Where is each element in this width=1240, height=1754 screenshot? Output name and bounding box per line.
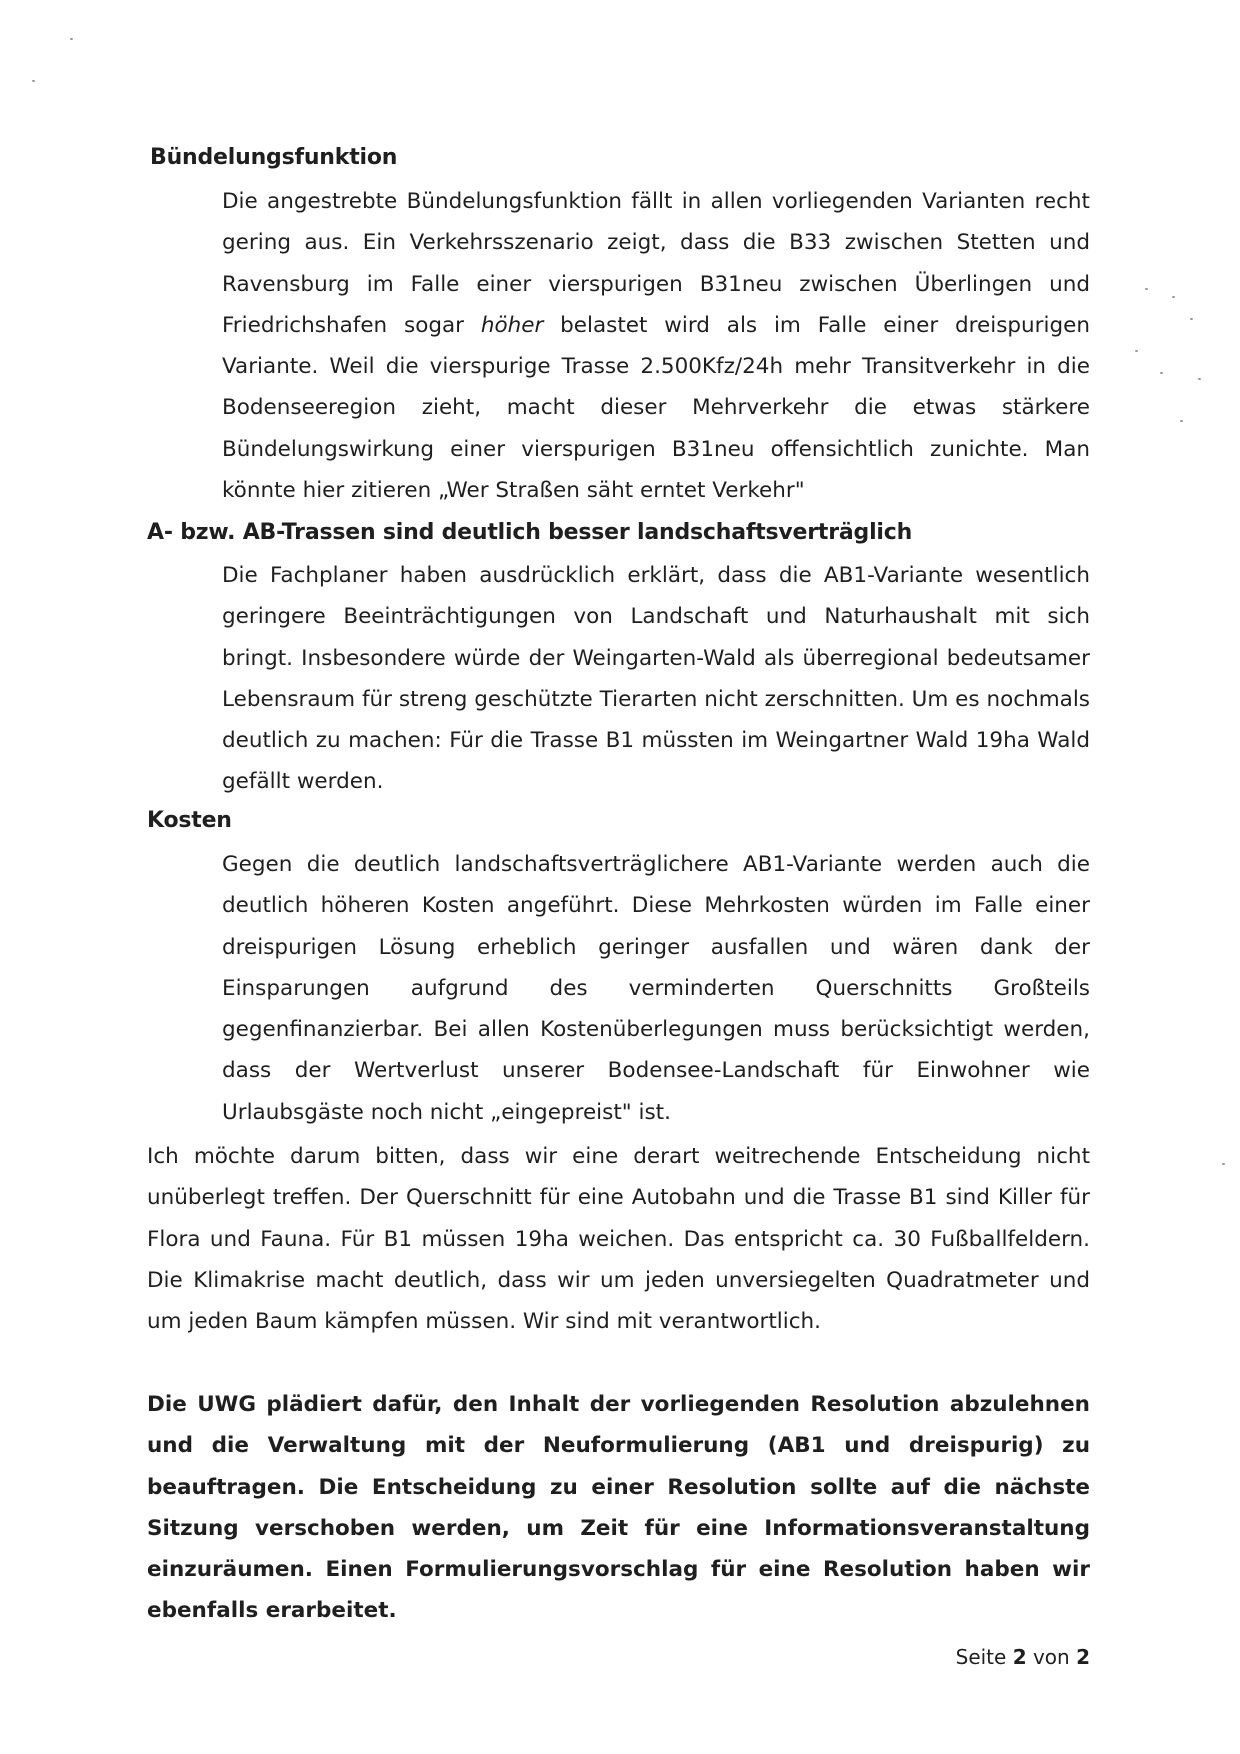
page-number	[956, 1645, 1090, 1669]
body-text-part: Die angestrebte Bündelungsfunktion fällt in allen vorliegenden Varianten recht gering aus. Ein Verkehrsszenario zeigt, dass die B33 zwischen Stetten und Ravensburg im Falle einer vierspurigen B31neu zwischen Überlingen und Friedrichshafen sogar	[222, 189, 1090, 338]
section-body-trassen: Die Fachplaner haben ausdrücklich erklärt, dass die AB1-Variante wesentlich geringere Beeinträchtigungen von Landschaft und Naturhaushalt mit sich bringt. Insbesondere würde der Weingarten-Wald als überregional bedeutsamer Lebensraum für streng geschützte Tierarten nicht zerschnitten. Um es nochmals deutlich zu machen: Für die Trasse B1 müssten im Weingartner Wald 19ha Wald gefällt werden.	[222, 563, 1090, 795]
closing-paragraph: Ich möchte darum bitten, dass wir eine derart weitrechende Entscheidung nicht unüberlegt treffen. Der Querschnitt für eine Autobahn und die Trasse B1 sind Killer für Flora und Fauna. Für B1 müssen 19ha weichen. Das entspricht ca. 30 Fußballfeldern. Die Klimakrise macht deutlich, dass wir um jeden unversiegelten Quadratmeter und um jeden Baum kämpfen müssen. Wir sind mit verantwortlich.	[147, 1144, 1090, 1335]
scan-speck	[1222, 1163, 1225, 1165]
page-number-separator: von	[1032, 1645, 1070, 1669]
section-heading-kosten: Kosten	[147, 808, 232, 833]
scan-speck	[1180, 420, 1183, 422]
scan-speck	[70, 38, 73, 40]
section-body-kosten: Gegen die deutlich landschaftsverträglichere AB1-Variante werden auch die deutlich höheren Kosten angeführt. Diese Mehrkosten würden im Falle einer dreispurigen Lösung erheblich geringer ausfallen und wären dank der Einsparungen aufgrund des verminderten Querschnitts Großteils gegenfinanzierbar. Bei allen Kostenüberlegungen muss berücksichtigt werden, dass der Wertverlust unserer Bodensee-Landschaft für Einwohner wie Urlaubsgäste noch nicht „eingepreist" ist.	[222, 852, 1090, 1125]
page-number-prefix: Seite	[955, 1645, 1007, 1669]
emphasis-text: höher	[480, 312, 544, 338]
page-number-current: 2	[1012, 1645, 1027, 1669]
scan-speck	[1190, 318, 1193, 320]
section-heading-trassen: A- bzw. AB-Trassen sind deutlich besser landschaftsverträglich	[147, 520, 913, 545]
scan-speck	[1145, 288, 1148, 290]
conclusion-statement: Die UWG plädiert dafür, den Inhalt der vorliegenden Resolution abzulehnen und die Verwaltung mit der Neuformulierung (AB1 und dreispurig) zu beauftragen. Die Entscheidung zu einer Resolution sollte auf die nächste Sitzung verschoben werden, um Zeit für eine Informationsveranstaltung einzuräumen. Einen Formulierungsvorschlag für eine Resolution haben wir ebenfalls erarbeitet.	[147, 1392, 1090, 1624]
scan-speck	[32, 80, 35, 82]
body-text-part: belastet wird als im Falle einer dreispurigen Variante. Weil die vierspurige Trasse 2.500Kfz/24h mehr Transitverkehr in die Bodenseeregion zieht, macht dieser Mehrverkehr die etwas stärkere Bündelungswirkung einer vierspurigen B31neu offensichtlich zunichte. Man könnte hier zitieren „Wer Straßen säht erntet Verkehr"	[222, 312, 1090, 504]
scan-speck	[1198, 378, 1201, 380]
page-number-total: 2	[1076, 1645, 1090, 1669]
section-heading-buendelungsfunktion: Bündelungsfunktion	[150, 145, 398, 170]
scan-speck	[1160, 372, 1163, 374]
section-body-buendelungsfunktion	[222, 181, 1090, 511]
scan-speck	[1172, 296, 1175, 298]
scan-speck	[1135, 350, 1138, 352]
